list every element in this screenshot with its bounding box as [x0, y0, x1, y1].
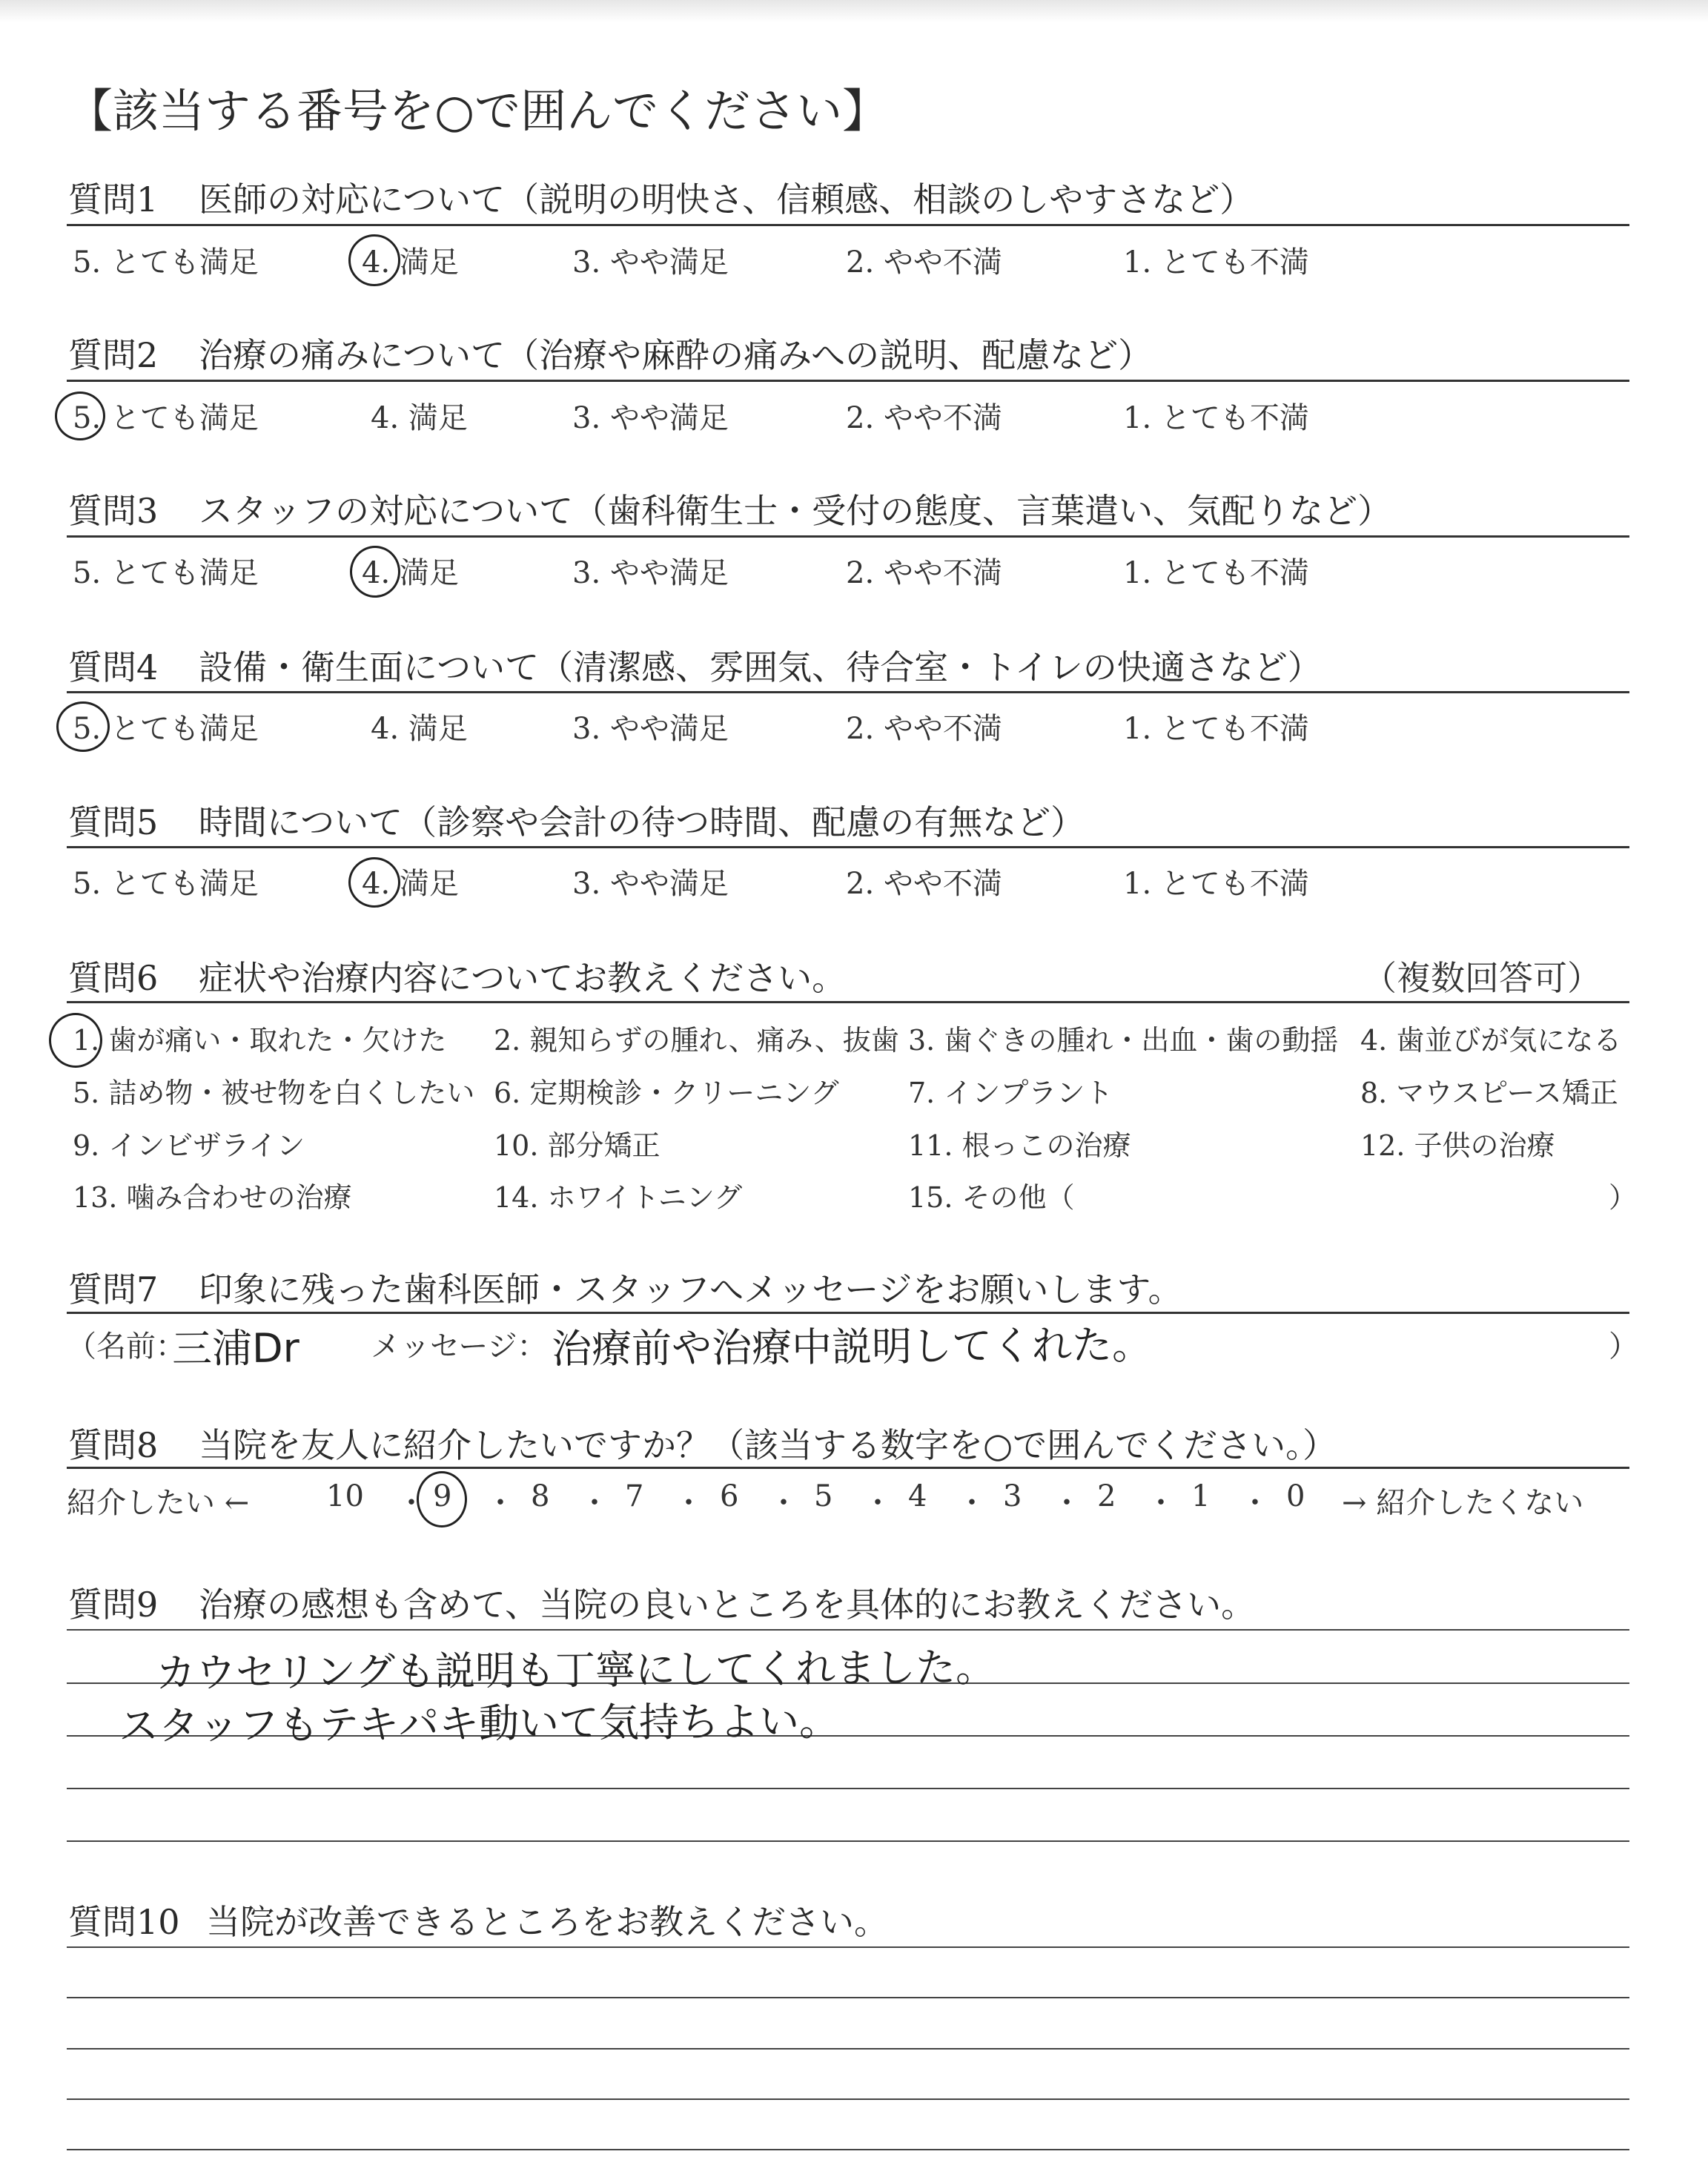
q10-line — [67, 2048, 1629, 2050]
q10-line — [67, 1997, 1629, 1998]
q5-option-4[interactable]: 4. 満足 — [362, 867, 459, 901]
q6-other-close: ） — [1609, 1181, 1638, 1214]
q8-selection-circle — [417, 1471, 467, 1527]
q6-item-4[interactable]: 4. 歯並びが気になる — [1360, 1024, 1622, 1057]
q10-number: 質問10 — [68, 1902, 180, 1942]
q6-rule — [67, 1001, 1629, 1003]
q2-option-3[interactable]: 3. やや満足 — [572, 401, 729, 435]
q8-scale-5[interactable]: 5 — [814, 1479, 833, 1513]
q6-item-3[interactable]: 3. 歯ぐきの腫れ・出血・歯の動揺 — [908, 1024, 1339, 1057]
q1-option-1[interactable]: 1. とても不満 — [1123, 245, 1309, 280]
q7-message-label: メッセージ： — [371, 1330, 547, 1364]
q10-text: 当院が改善できるところをお教えください。 — [206, 1902, 888, 1942]
q8-scale-2[interactable]: 2 — [1097, 1479, 1116, 1513]
q1-selection-circle — [348, 234, 400, 286]
q4-number: 質問4 — [68, 647, 159, 687]
q4-title — [68, 641, 1322, 690]
q6-number: 質問6 — [68, 958, 159, 998]
q6-text: 症状や治療内容についてお教えください。 — [199, 958, 847, 998]
q6-item-13[interactable]: 13. 噛み合わせの治療 — [73, 1181, 352, 1214]
q6-item-9[interactable]: 9. インビザライン — [73, 1129, 305, 1162]
q7-title — [68, 1263, 1182, 1312]
q4-selection-circle — [56, 701, 110, 752]
q8-scale-3[interactable]: 3 — [1003, 1479, 1022, 1513]
q8-scale-1[interactable]: 1 — [1191, 1479, 1211, 1513]
q10-line — [67, 2098, 1629, 2100]
q6-item-2[interactable]: 2. 親知らずの腫れ、痛み、抜歯 — [494, 1024, 899, 1057]
q9-number: 質問9 — [68, 1585, 159, 1625]
q2-option-4[interactable]: 4. 満足 — [371, 401, 468, 435]
q9-line — [67, 1840, 1629, 1842]
q1-title — [68, 173, 1254, 222]
q1-option-2[interactable]: 2. やや不満 — [846, 245, 1002, 280]
q8-right-label: → 紹介したくない — [1342, 1486, 1584, 1520]
q8-scale-10[interactable]: 10 — [326, 1479, 364, 1513]
q6-item-5[interactable]: 5. 詰め物・被せ物を白くしたい — [73, 1077, 475, 1109]
q3-option-5[interactable]: 5. とても満足 — [73, 556, 259, 590]
q6-item-11[interactable]: 11. 根っこの治療 — [908, 1129, 1131, 1162]
q1-text: 医師の対応について（説明の明快さ、信頼感、相談のしやすさなど） — [199, 179, 1254, 219]
q2-rule — [67, 380, 1629, 382]
q9-answer-line-2: スタッフもテキパキ動いて気持ちよい。 — [118, 1697, 840, 1750]
q4-text: 設備・衛生面について（清潔感、雰囲気、待合室・トイレの快適さなど） — [199, 647, 1322, 687]
q8-dot: ・ — [1240, 1486, 1270, 1520]
q7-text: 印象に残った歯科医師・スタッフへメッセージをお願いします。 — [199, 1269, 1182, 1309]
q6-item-14[interactable]: 14. ホワイトニング — [494, 1181, 743, 1214]
q3-option-2[interactable]: 2. やや不満 — [846, 556, 1002, 590]
q7-name-label: （名前： — [67, 1330, 185, 1364]
q2-number: 質問2 — [68, 335, 159, 375]
q8-title — [68, 1418, 1337, 1467]
q5-option-3[interactable]: 3. やや満足 — [572, 867, 729, 901]
q8-dot: ・ — [863, 1486, 893, 1520]
q7-number: 質問7 — [68, 1269, 159, 1309]
q8-scale-6[interactable]: 6 — [720, 1479, 739, 1513]
q10-title — [68, 1895, 888, 1944]
q9-text: 治療の感想も含めて、当院の良いところを具体的にお教えください。 — [199, 1585, 1256, 1625]
q8-dot: ・ — [1146, 1486, 1176, 1520]
q7-rule — [67, 1312, 1629, 1314]
scan-edge — [0, 0, 1708, 22]
q4-option-5[interactable]: 5. とても満足 — [73, 712, 259, 746]
q1-option-4[interactable]: 4. 満足 — [362, 245, 459, 280]
q1-option-5[interactable]: 5. とても満足 — [73, 245, 259, 280]
q8-text: 当院を友人に紹介したいですか？（該当する数字を○で囲んでください。） — [199, 1425, 1337, 1465]
q7-close-paren: ） — [1609, 1330, 1638, 1364]
q6-item-12[interactable]: 12. 子供の治療 — [1360, 1129, 1555, 1162]
q8-dot: ・ — [1052, 1486, 1082, 1520]
q8-dot: ・ — [397, 1486, 426, 1520]
q6-item-7[interactable]: 7. インプラント — [908, 1077, 1113, 1109]
q4-rule — [67, 691, 1629, 693]
q7-message-handwritten: 治療前や治療中説明してくれた。 — [551, 1321, 1153, 1373]
q9-line — [67, 1788, 1629, 1789]
q2-selection-circle — [55, 392, 105, 440]
q7-name-handwritten: 三浦Dr — [171, 1324, 300, 1373]
q3-selection-circle — [350, 546, 400, 598]
q2-title — [68, 328, 1152, 377]
q3-text: スタッフの対応について（歯科衛生士・受付の態度、言葉遣い、気配りなど） — [199, 491, 1392, 531]
q10-line — [67, 1946, 1629, 1948]
q3-rule — [67, 535, 1629, 538]
q3-option-3[interactable]: 3. やや満足 — [572, 556, 729, 590]
q3-option-1[interactable]: 1. とても不満 — [1123, 556, 1309, 590]
q4-option-3[interactable]: 3. やや満足 — [572, 712, 729, 746]
q8-dot: ・ — [769, 1486, 798, 1520]
q8-left-label: 紹介したい ← — [67, 1486, 250, 1520]
q2-option-1[interactable]: 1. とても不満 — [1123, 401, 1309, 435]
q2-option-2[interactable]: 2. やや不満 — [846, 401, 1002, 435]
q1-option-3[interactable]: 3. やや満足 — [572, 245, 729, 280]
q6-title — [68, 951, 846, 1000]
q1-rule — [67, 224, 1629, 226]
q8-dot: ・ — [580, 1486, 609, 1520]
q8-scale-9[interactable]: 9 — [433, 1479, 452, 1513]
q8-rule — [67, 1467, 1629, 1469]
q10-line — [67, 2149, 1629, 2150]
q6-item-10[interactable]: 10. 部分矯正 — [494, 1129, 661, 1162]
q8-dot: ・ — [674, 1486, 704, 1520]
q3-option-4[interactable]: 4. 満足 — [362, 556, 459, 590]
q4-option-1[interactable]: 1. とても不満 — [1123, 712, 1309, 746]
q9-answer-line-1: カウセリングも説明も丁寧にしてくれました。 — [155, 1644, 996, 1697]
q5-rule — [67, 846, 1629, 848]
q5-number: 質問5 — [68, 802, 159, 842]
q8-number: 質問8 — [68, 1425, 159, 1465]
form-header: 【該当する番号を○で囲んでください】 — [67, 84, 889, 138]
q5-title — [68, 796, 1085, 845]
q8-dot: ・ — [957, 1486, 987, 1520]
q8-scale-4[interactable]: 4 — [908, 1479, 927, 1513]
q6-item-6[interactable]: 6. 定期検診・クリーニング — [494, 1077, 839, 1109]
q5-option-5[interactable]: 5. とても満足 — [73, 867, 259, 901]
q8-scale-7[interactable]: 7 — [625, 1479, 644, 1513]
q6-item-15[interactable]: 15. その他（ — [908, 1181, 1075, 1214]
q8-scale-8[interactable]: 8 — [531, 1479, 550, 1513]
q8-scale-0[interactable]: 0 — [1286, 1479, 1305, 1513]
q2-text: 治療の痛みについて（治療や麻酔の痛みへの説明、配慮など） — [199, 335, 1153, 375]
q3-title — [68, 484, 1391, 533]
q9-title — [68, 1578, 1255, 1627]
q2-option-5[interactable]: 5. とても満足 — [73, 401, 259, 435]
q1-number: 質問1 — [68, 179, 159, 219]
q6-item-1[interactable]: 1. 歯が痛い・取れた・欠けた — [73, 1024, 447, 1057]
q5-selection-circle — [348, 857, 400, 908]
q6-selection-circle — [49, 1013, 102, 1068]
q4-option-2[interactable]: 2. やや不満 — [846, 712, 1002, 746]
q5-option-2[interactable]: 2. やや不満 — [846, 867, 1002, 901]
q8-dot: ・ — [486, 1486, 515, 1520]
q4-option-4[interactable]: 4. 満足 — [371, 712, 468, 746]
q6-item-8[interactable]: 8. マウスピース矯正 — [1360, 1077, 1618, 1109]
q5-text: 時間について（診察や会計の待つ時間、配慮の有無など） — [199, 802, 1085, 842]
q3-number: 質問3 — [68, 491, 159, 531]
q6-multiple-note: （複数回答可） — [1363, 958, 1601, 998]
q9-line — [67, 1629, 1629, 1631]
q5-option-1[interactable]: 1. とても不満 — [1123, 867, 1309, 901]
